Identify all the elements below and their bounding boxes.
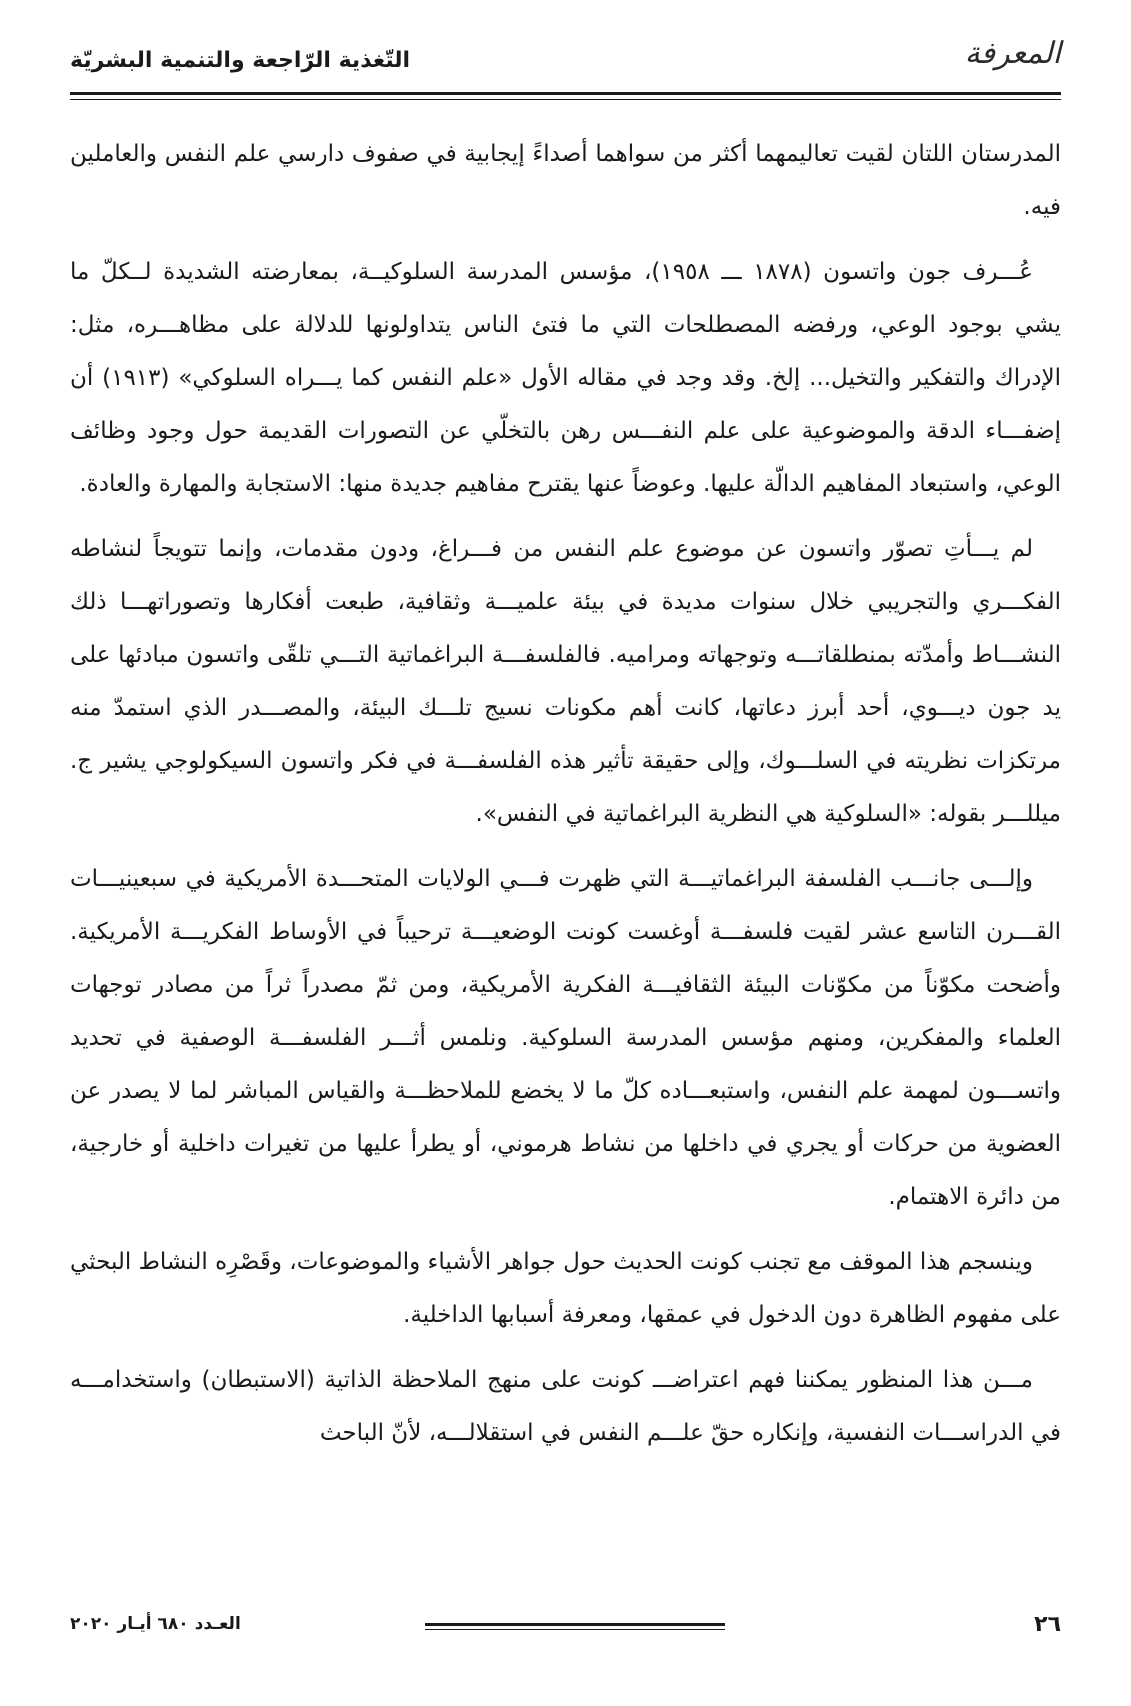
paragraph: وينسجم هذا الموقف مع تجنب كونت الحديث حول جواهر الأشياء والموضوعات، وقَصْرِه النشاط البحثي على مفهوم الظاهرة دون الدخول في عمقها، ومعرفة أسبابها الداخلية.: [70, 1249, 1061, 1328]
page-number: ٢٦: [1034, 1612, 1061, 1637]
magazine-logo: المعرفة: [964, 36, 1061, 71]
paragraph: لم يـــأتِ تصوّر واتسون عن موضوع علم النفس من فـــراغ، ودون مقدمات، وإنما تتويجاً لنشاطه الفكـــري والتجريبي خلال سنوات مديدة في بيئة علميـــة وثقافية، طبعت أفكارها وتصوراتهـــا ذلك النشـــاط وأمدّته بمنطلقاتـــه وتوجهاته ومراميه. فالفلسفـــة البراغماتية التـــي تلقّى واتسون مبادئها على يد جون ديـــوي، أحد أبرز دعاتها، كانت أهم مكونات نسيج تلـــك البيئة، والمصـــدر الذي استمدّ منه مرتكزات نظريته في السلـــوك، وإلى حقيقة تأثير هذه الفلسفـــة في فكر واتسون السيكولوجي يشير ج. ميللـــر بقوله: «السلوكية هي النظرية البراغماتية في النفس».: [70, 536, 1061, 827]
header-rule: [70, 92, 1061, 95]
paragraph: عُـــرف جون واتسون (١٨٧٨ ـــ ١٩٥٨)، مؤسس المدرسة السلوكيــة، بمعارضته الشديدة لــكلّ ما يشي بوجود الوعي، ورفضه المصطلحات التي ما فتئ الناس يتداولونها للدلالة على مظاهـــره، مثل: الإدراك والتفكير والتخيل... إلخ. وقد وجد في مقاله الأول «علم النفس كما يـــراه السلوكي» (١٩١٣) أن إضفـــاء الدقة والموضوعية على علم النفـــس رهن بالتخلّي عن التصورات القديمة حول وجود وظائف الوعي، واستبعاد المفاهيم الدالّة عليها. وعوضاً عنها يقترح مفاهيم جديدة منها: الاستجابة والمهارة والعادة.: [70, 259, 1061, 497]
header-rule-thin: [70, 99, 1061, 100]
issue-info: العـدد ٦٨٠ أيـار ٢٠٢٠: [70, 1614, 241, 1634]
paragraph: المدرستان اللتان لقيت تعاليمهما أكثر من سواهما أصداءً إيجابية في صفوف دارسي علم النفس والعاملين فيه.: [70, 141, 1061, 220]
page-footer: [70, 1612, 1061, 1642]
paragraph: مـــن هذا المنظور يمكننا فهم اعتراضـــ كونت على منهج الملاحظة الذاتية (الاستبطان) واستخدامـــه في الدراســـات النفسية، وإنكاره حقّ علـــم النفس في استقلالـــه، لأنّ الباحث: [70, 1367, 1061, 1446]
paragraph: وإلـــى جانـــب الفلسفة البراغماتيـــة التي ظهرت فـــي الولايات المتحـــدة الأمريكية في سبعينيـــات القـــرن التاسع عشر لقيت فلسفـــة أوغست كونت الوضعيـــة ترحيباً في الأوساط الفكريـــة الأمريكية. وأضحت مكوّناً من مكوّنات البيئة الثقافيـــة الفكرية الأمريكية، ومن ثمّ مصدراً ثراً من مصادر توجهات العلماء والمفكرين، ومنهم مؤسس المدرسة السلوكية. ونلمس أثـــر الفلسفـــة الوصفية في تحديد واتســـون لمهمة علم النفس، واستبعـــاده كلّ ما لا يخضع للملاحظـــة والقياس المباشر لما لا يصدر عن العضوية من حركات أو يجري في داخلها من نشاط هرموني، أو يطرأ عليها من تغيرات داخلية أو خارجية، من دائرة الاهتمام.: [70, 866, 1061, 1210]
footer-rule: [425, 1623, 725, 1630]
article-body: [70, 128, 1061, 1472]
page-header: [70, 36, 1061, 96]
running-title: التّغذية الرّاجعة والتنمية البشريّة: [70, 48, 411, 73]
